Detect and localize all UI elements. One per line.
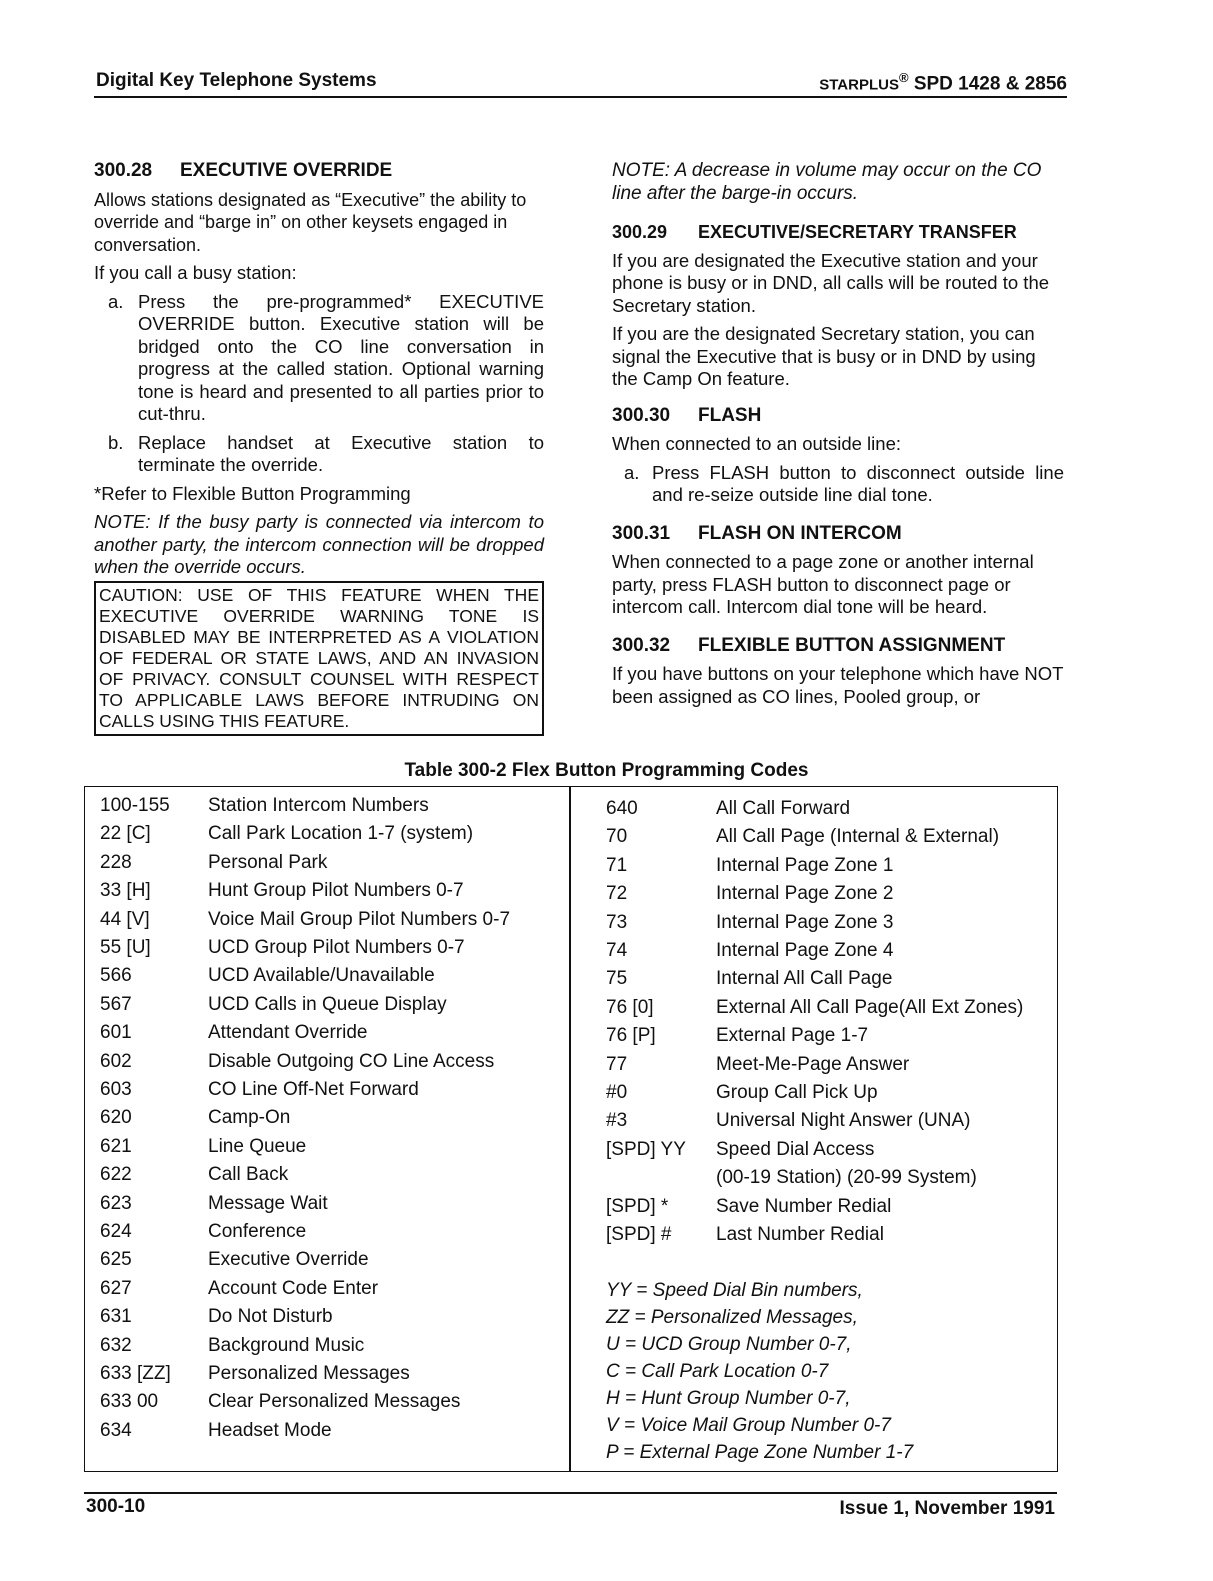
feature-description: UCD Calls in Queue Display — [208, 993, 447, 1015]
feature-description: UCD Group Pilot Numbers 0-7 — [208, 937, 465, 958]
feature-code: 44 [V] — [100, 908, 150, 930]
feature-description: Call Park Location 1-7 (system) — [208, 823, 474, 845]
step-text: Press the pre-programmed* EXECUTIVE OVERRIDE button. Executive station will be bridged onto the CO line conversation in progress at the called station. Optional warning tone is heard and presented to all parties prior to cut-thru. — [138, 290, 544, 424]
feature-description: Internal Page Zone 4 — [716, 940, 894, 961]
registered-mark: ® — [898, 70, 909, 85]
header-brand: STARPLUS — [819, 76, 899, 94]
feature-description: Internal All Call Page — [716, 968, 893, 990]
feature-code: 100-155 — [100, 795, 170, 816]
header-rule — [94, 96, 1067, 98]
feature-code: 634 — [100, 1419, 132, 1441]
table-row — [606, 1221, 884, 1249]
feature-description: UCD Available/Unavailable — [208, 965, 435, 987]
section-title: FLEXIBLE BUTTON ASSIGNMENT — [698, 634, 1006, 656]
legend-item: U = UCD Group Number 0-7, — [606, 1334, 852, 1355]
feature-description: Personalized Messages — [208, 1363, 410, 1384]
left-column — [94, 160, 544, 736]
feature-code: 632 — [100, 1334, 132, 1356]
feature-code: #3 — [606, 1110, 628, 1132]
table-row — [606, 994, 1023, 1022]
table-row — [100, 1019, 367, 1047]
table-row — [606, 795, 850, 823]
feature-code: 624 — [100, 1221, 132, 1242]
feature-description: Save Number Redial — [716, 1195, 892, 1217]
feature-code: 22 [C] — [100, 823, 151, 845]
table-row — [100, 1218, 306, 1246]
feature-description: Personal Park — [208, 851, 328, 873]
table-row — [100, 820, 473, 848]
table-row — [606, 1136, 874, 1164]
legend-item: V = Voice Mail Group Number 0-7 — [606, 1415, 891, 1436]
table-row — [606, 1022, 868, 1050]
feature-code: 621 — [100, 1135, 132, 1157]
table-divider — [569, 786, 571, 1472]
feature-code: [SPD] # — [606, 1224, 672, 1245]
table-row — [606, 1107, 970, 1135]
table-row — [606, 823, 999, 851]
table-row — [606, 880, 893, 908]
step-text: Press FLASH button to disconnect outside line and re-seize outside line dial tone. — [652, 461, 1064, 505]
feature-code: 55 [U] — [100, 937, 151, 958]
feature-code: 75 — [606, 968, 628, 990]
right-column — [612, 160, 1064, 714]
section-number: 300.32 — [612, 634, 671, 656]
section-number: 300.31 — [612, 522, 671, 544]
table-row — [100, 1417, 332, 1445]
step-text: Replace handset at Executive station to terminate the override. — [138, 431, 544, 475]
feature-description: Attendant Override — [208, 1022, 368, 1044]
feature-code: #0 — [606, 1082, 628, 1103]
intercom-note: NOTE: If the busy party is connected via intercom to another party, the intercom connection will be dropped when the override occurs. — [94, 511, 544, 577]
busy-station-text: If you call a busy station: — [94, 262, 297, 283]
table-row — [100, 934, 465, 962]
table-row — [100, 877, 464, 905]
table-row — [100, 1133, 306, 1161]
section-title: FLASH — [698, 404, 762, 426]
table-row — [606, 1079, 878, 1107]
flex-button-text: If you have buttons on your telephone which have NOT been assigned as CO lines, Pooled group, or — [612, 663, 1064, 707]
table-row — [606, 852, 893, 880]
feature-code: 622 — [100, 1164, 132, 1186]
feature-description: Line Queue — [208, 1135, 307, 1157]
section-title: EXECUTIVE/SECRETARY TRANSFER — [698, 222, 1017, 242]
feature-code: 631 — [100, 1306, 132, 1328]
step-label: a. — [624, 461, 640, 483]
feature-code: 72 — [606, 883, 628, 905]
feature-description: Internal Page Zone 3 — [716, 911, 894, 933]
table-row — [100, 849, 327, 877]
section-300-30-heading — [612, 405, 1064, 428]
table-row — [100, 1246, 369, 1274]
feature-code: 33 [H] — [100, 880, 151, 902]
feature-description: Call Back — [208, 1164, 289, 1186]
table-row — [100, 1048, 494, 1076]
table-row — [100, 792, 429, 820]
header-product — [819, 70, 1067, 95]
feature-description: Internal Page Zone 1 — [716, 854, 894, 876]
feature-code: 74 — [606, 940, 628, 961]
table-row — [100, 1104, 290, 1132]
feature-description: Camp-On — [208, 1107, 291, 1129]
flash-intro: When connected to an outside line: — [612, 433, 901, 454]
feature-description: External All Call Page(All Ext Zones) — [716, 996, 1024, 1018]
reference-note: *Refer to Flexible Button Programming — [94, 482, 411, 504]
footer-rule — [84, 1492, 1057, 1494]
feature-code: 625 — [100, 1249, 132, 1271]
issue-date: Issue 1, November 1991 — [839, 1498, 1055, 1519]
section-number: 300.28 — [94, 160, 153, 181]
caution-box: CAUTION: USE OF THIS FEATURE WHEN THE EXECUTIVE OVERRIDE WARNING TONE IS DISABLED MAY BE INTERPRETED AS A VIOLATION OF FEDERAL OR STATE LAWS, AND AN INVASION OF PRIVACY. CONSULT COUNSEL WITH RESPECT TO APPLICABLE LAWS BEFORE INTRUDING ON CALLS USING THIS FEATURE. — [94, 581, 544, 736]
legend-item: P = External Page Zone Number 1-7 — [606, 1442, 914, 1463]
feature-description: External Page 1-7 — [716, 1025, 869, 1047]
feature-description: Account Code Enter — [208, 1277, 379, 1299]
feature-description: Conference — [208, 1221, 307, 1242]
feature-description: Internal Page Zone 2 — [716, 883, 894, 905]
feature-code: 633 [ZZ] — [100, 1363, 171, 1384]
feature-code: 603 — [100, 1079, 132, 1100]
table-row — [100, 1388, 460, 1416]
section-300-31-heading — [612, 523, 1064, 546]
feature-description: Executive Override — [208, 1249, 369, 1271]
feature-code: 73 — [606, 911, 628, 933]
feature-code: 633 00 — [100, 1391, 159, 1413]
feature-description: Headset Mode — [208, 1419, 332, 1441]
table-row — [606, 1193, 891, 1221]
table-row — [100, 991, 447, 1019]
feature-description: Meet-Me-Page Answer — [716, 1053, 910, 1075]
secretary-paragraph: If you are the designated Secretary station, you can signal the Executive that is busy or in DND by using the Camp On feature. — [612, 323, 1036, 389]
table-row — [606, 909, 893, 937]
feature-code: 620 — [100, 1107, 132, 1129]
table-row — [606, 1164, 977, 1192]
feature-code: 76 [P] — [606, 1025, 656, 1047]
legend-item: ZZ = Personalized Messages, — [606, 1307, 858, 1328]
section-300-32-heading — [612, 635, 1064, 658]
table-row — [100, 1190, 328, 1218]
feature-description: All Call Forward — [716, 798, 851, 819]
feature-description: Speed Dial Access — [716, 1138, 875, 1160]
feature-code: 640 — [606, 798, 638, 819]
legend-item: C = Call Park Location 0-7 — [606, 1361, 829, 1382]
section-title: EXECUTIVE OVERRIDE — [180, 160, 393, 181]
feature-code: [SPD] YY — [606, 1138, 686, 1160]
feature-code: 71 — [606, 854, 628, 876]
legend-item: H = Hunt Group Number 0-7, — [606, 1388, 851, 1409]
feature-description: (00-19 Station) (20-99 System) — [716, 1167, 977, 1189]
legend-item: YY = Speed Dial Bin numbers, — [606, 1280, 863, 1301]
feature-description: Group Call Pick Up — [716, 1082, 878, 1103]
page-number: 300-10 — [86, 1496, 146, 1517]
feature-code: 567 — [100, 993, 132, 1015]
feature-description: All Call Page (Internal & External) — [716, 826, 1000, 848]
feature-description: Station Intercom Numbers — [208, 795, 429, 816]
feature-code: 601 — [100, 1022, 132, 1044]
header-title: Digital Key Telephone Systems — [96, 70, 377, 91]
table-row — [100, 1360, 410, 1388]
section-number: 300.30 — [612, 404, 671, 426]
flash-intercom-text: When connected to a page zone or another internal party, press FLASH button to disconnect page or intercom call. Intercom dial tone will be heard. — [612, 551, 1034, 617]
section-title: FLASH ON INTERCOM — [698, 522, 902, 544]
section-300-28-heading — [94, 160, 544, 183]
feature-code: 77 — [606, 1053, 628, 1075]
step-label: b. — [108, 431, 124, 453]
feature-code: 602 — [100, 1050, 132, 1072]
feature-code: 228 — [100, 851, 132, 873]
table-title: Table 300-2 Flex Button Programming Codes — [404, 760, 809, 781]
section-intro: Allows stations designated as “Executive” the ability to override and “barge in” on other keysets engaged in conversation. — [94, 189, 527, 255]
table-row — [100, 1076, 419, 1104]
table-row — [606, 937, 893, 965]
feature-description: Clear Personalized Messages — [208, 1391, 461, 1413]
feature-description: Voice Mail Group Pilot Numbers 0-7 — [208, 908, 511, 930]
feature-description: Message Wait — [208, 1192, 328, 1214]
table-row — [100, 1332, 364, 1360]
feature-code: 623 — [100, 1192, 132, 1214]
exec-paragraph: If you are designated the Executive station and your phone is busy or in DND, all calls will be routed to the Secretary station. — [612, 249, 1050, 316]
step-label: a. — [108, 290, 124, 312]
feature-code: 76 [0] — [606, 996, 654, 1018]
step-b — [94, 432, 544, 477]
volume-note: NOTE: A decrease in volume may occur on the CO line after the barge-in occurs. — [612, 160, 1042, 204]
table-row — [100, 906, 510, 934]
feature-description: Disable Outgoing CO Line Access — [208, 1050, 495, 1072]
header-model: SPD 1428 & 2856 — [913, 73, 1067, 95]
flash-step-a — [612, 462, 1064, 507]
feature-description: Universal Night Answer (UNA) — [716, 1110, 971, 1132]
table-row — [100, 1303, 333, 1331]
table-row — [606, 1051, 909, 1079]
section-number: 300.29 — [612, 222, 668, 242]
feature-code: [SPD] * — [606, 1195, 669, 1217]
table-row — [100, 962, 435, 990]
table-row — [100, 1161, 288, 1189]
feature-description: Background Music — [208, 1334, 365, 1356]
feature-description: Hunt Group Pilot Numbers 0-7 — [208, 880, 464, 902]
feature-description: Last Number Redial — [716, 1224, 884, 1245]
feature-description: CO Line Off-Net Forward — [208, 1079, 419, 1100]
feature-code: 70 — [606, 826, 628, 848]
table-row — [606, 965, 892, 993]
step-a — [94, 291, 544, 426]
feature-description: Do Not Disturb — [208, 1306, 333, 1328]
feature-code: 627 — [100, 1277, 132, 1299]
feature-code: 566 — [100, 965, 132, 987]
table-row — [100, 1275, 378, 1303]
section-300-29-heading — [612, 221, 1064, 244]
